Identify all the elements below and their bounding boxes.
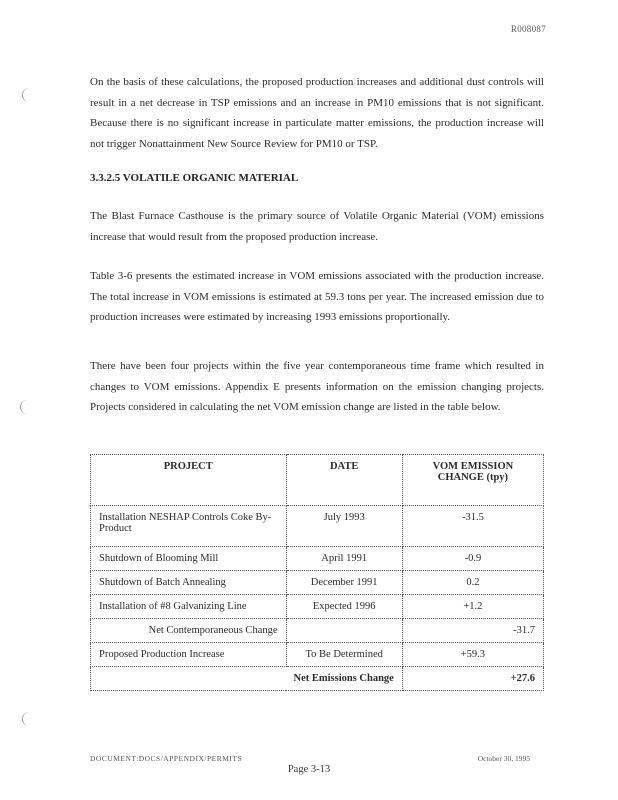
cell-date: December 1991 — [286, 571, 402, 595]
proposed-increase-row — [91, 643, 544, 667]
paragraph-vom-source: The Blast Furnace Casthouse is the primary source of Volatile Organic Material (VOM) emissions increase that would result from the proposed production increase. — [90, 210, 544, 243]
cell-empty — [286, 619, 402, 643]
net-emissions-label: Net Emissions Change — [91, 667, 403, 691]
vom-emission-table — [90, 454, 544, 691]
cell-date: To Be Determined — [286, 643, 402, 667]
cell-date: Expected 1996 — [286, 595, 402, 619]
cell-change: +59.3 — [402, 643, 543, 667]
table-header-row — [91, 455, 544, 506]
punch-hole-mark — [22, 712, 31, 726]
paragraph-contemporaneous-projects: There have been four projects within the five year contemporaneous time frame which resulted in changes to VOM emissions. Appendix E presents information on the emission changing projects. Projects considered in calculating the net VOM emission change are listed in the table below. — [90, 360, 544, 413]
paragraph-vom-estimate: Table 3-6 presents the estimated increase in VOM emissions associated with the production increase. The total increase in VOM emissions is estimated at 59.3 tons per year. The increased emission due to production increases were estimated by increasing 1993 emissions proportionally. — [90, 270, 544, 323]
paragraph-particulate-conclusion: On the basis of these calculations, the proposed production increases and additional dust controls will result in a net decrease in TSP emissions and an increase in PM10 emissions that is not significant. Because there is no significant increase in particulate matter emissions, the production increase will not trigger Nonattainment New Source Review for PM10 or TSP. — [90, 76, 544, 150]
cell-project: Proposed Production Increase — [91, 643, 287, 667]
punch-hole-mark — [22, 88, 31, 102]
cell-project: Shutdown of Batch Annealing — [91, 571, 287, 595]
footer-date: October 30, 1995 — [477, 754, 530, 763]
column-header-change: VOM EMISSION CHANGE (tpy) — [402, 455, 543, 506]
cell-change: -0.9 — [402, 547, 543, 571]
cell-project: Installation of #8 Galvanizing Line — [91, 595, 287, 619]
net-contemporaneous-row — [91, 619, 544, 643]
table-row — [91, 571, 544, 595]
table-row — [91, 547, 544, 571]
net-emissions-row — [91, 667, 544, 691]
cell-change: -31.5 — [402, 506, 543, 547]
column-header-project: PROJECT — [91, 455, 287, 506]
net-emissions-value: +27.6 — [402, 667, 543, 691]
cell-date: July 1993 — [286, 506, 402, 547]
cell-date: April 1991 — [286, 547, 402, 571]
cell-project: Shutdown of Blooming Mill — [91, 547, 287, 571]
table-row — [91, 595, 544, 619]
cell-change: 0.2 — [402, 571, 543, 595]
punch-hole-mark — [20, 400, 29, 414]
cell-project: Installation NESHAP Controls Coke By-Product — [91, 506, 287, 547]
cell-change: +1.2 — [402, 595, 543, 619]
section-heading: 3.3.2.5 VOLATILE ORGANIC MATERIAL — [90, 172, 299, 184]
net-contemporaneous-label: Net Contemporaneous Change — [91, 619, 287, 643]
column-header-date: DATE — [286, 455, 402, 506]
net-contemporaneous-value: -31.7 — [402, 619, 543, 643]
page-number: Page 3-13 — [287, 764, 331, 775]
footer-document-path: DOCUMENT:DOCS/APPENDIX/PERMITS — [90, 754, 243, 763]
table-row — [91, 506, 544, 547]
document-reference-id: R008087 — [510, 24, 546, 34]
